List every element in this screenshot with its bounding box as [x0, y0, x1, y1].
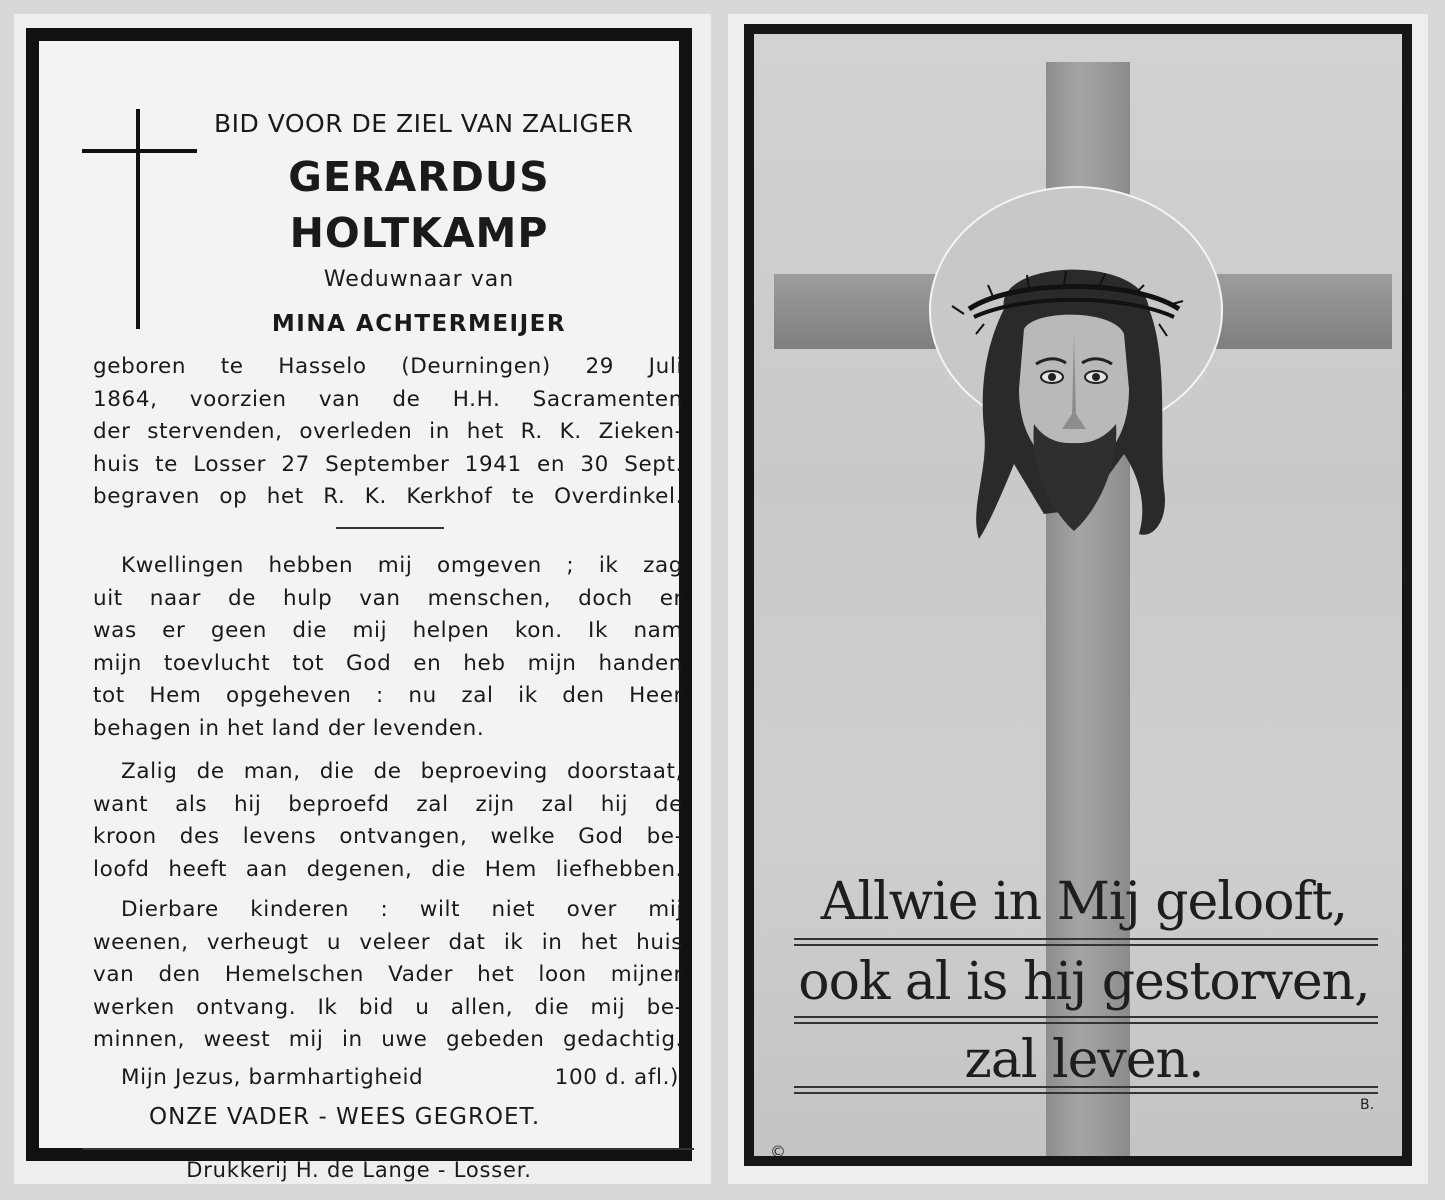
closing-prayers: ONZE VADER - WEES GEGROET.	[149, 1104, 541, 1130]
black-mourning-border	[26, 28, 692, 1182]
relation-label: Weduwnaar van	[323, 267, 515, 292]
verse-line: minnen, weest mij in uwe gebeden gedachtig.	[93, 1027, 683, 1052]
verse-line: mijn toevlucht tot God en heb mijn handen	[93, 650, 683, 676]
verse-line: van den Hemelschen Vader het loon mijner	[93, 962, 683, 987]
copyright-icon: ©	[770, 1142, 786, 1161]
printer-credit: Drukkerij H. de Lange - Losser.	[186, 1158, 532, 1182]
verse-line: tot Hem opgeheven : nu zal ik den Heer	[93, 683, 683, 708]
deceased-last-name: HOLTKAMP	[289, 209, 549, 257]
christ-head-illustration	[934, 239, 1214, 549]
quote-rule	[794, 938, 1378, 946]
bio-line: huis te Losser 27 September 1941 en 30 Sept.	[93, 451, 683, 477]
memorial-card-text-side	[14, 14, 711, 1184]
quote-rule	[794, 1086, 1378, 1094]
deceased-first-name: GERARDUS	[288, 153, 550, 201]
quote-line: Allwie in Mij gelooft,	[820, 872, 1348, 932]
verse-line: want als hij beproefd zal zijn zal hij de	[93, 791, 683, 817]
black-mourning-border	[744, 24, 1412, 1166]
verse-line: loofd heeft aan degenen, die Hem liefhebben.	[93, 856, 683, 882]
heading: BID VOOR DE ZIEL VAN ZALIGER	[214, 109, 634, 138]
verse-line: was er geen die mij helpen kon. Ik nam	[93, 618, 683, 643]
verse-line: uit naar de hulp van menschen, doch er	[93, 585, 683, 611]
biography	[93, 351, 683, 514]
divider	[336, 527, 444, 529]
verse-line: Dierbare kinderen : wilt niet over mij	[121, 897, 683, 922]
verse-line: kroon des levens ontvangen, welke God be-	[93, 824, 683, 849]
bio-line: begraven op het R. K. Kerkhof te Overdinkel.	[93, 484, 683, 509]
verse-2	[93, 756, 683, 886]
verse-line: werken ontvang. Ik bid u allen, die mij be-	[93, 994, 683, 1020]
quote-line: zal leven.	[964, 1030, 1204, 1090]
bio-line: der stervenden, overleden in het R. K. Zieken-	[93, 419, 683, 444]
bio-line: 1864, voorzien van de H.H. Sacramenten	[93, 386, 683, 412]
memorial-card-image-side	[728, 14, 1428, 1184]
verse-line: weenen, verheugt u veleer dat ik in het huis	[93, 929, 683, 955]
verse-line: Kwellingen hebben mij omgeven ; ik zag	[121, 553, 683, 578]
artist-mark: B.	[1360, 1097, 1375, 1113]
quote-rule	[794, 1016, 1378, 1024]
verse-1	[93, 550, 683, 745]
spouse-name: MINA ACHTERMEIJER	[271, 311, 567, 337]
footer-divider	[83, 1148, 694, 1150]
verse-line: behagen in het land der levenden.	[93, 715, 485, 741]
indulgence-days: 100 d. afl.)	[554, 1065, 679, 1090]
quote-line: ook al is hij gestorven,	[798, 952, 1370, 1012]
prayer-text: Mijn Jezus, barmhartigheid	[121, 1065, 424, 1090]
verse-3	[93, 894, 683, 1057]
verse-line: Zalig de man, die de beproeving doorstaat,	[121, 759, 683, 784]
bio-line: geboren te Hasselo (Deurningen) 29 Juli	[93, 354, 683, 379]
